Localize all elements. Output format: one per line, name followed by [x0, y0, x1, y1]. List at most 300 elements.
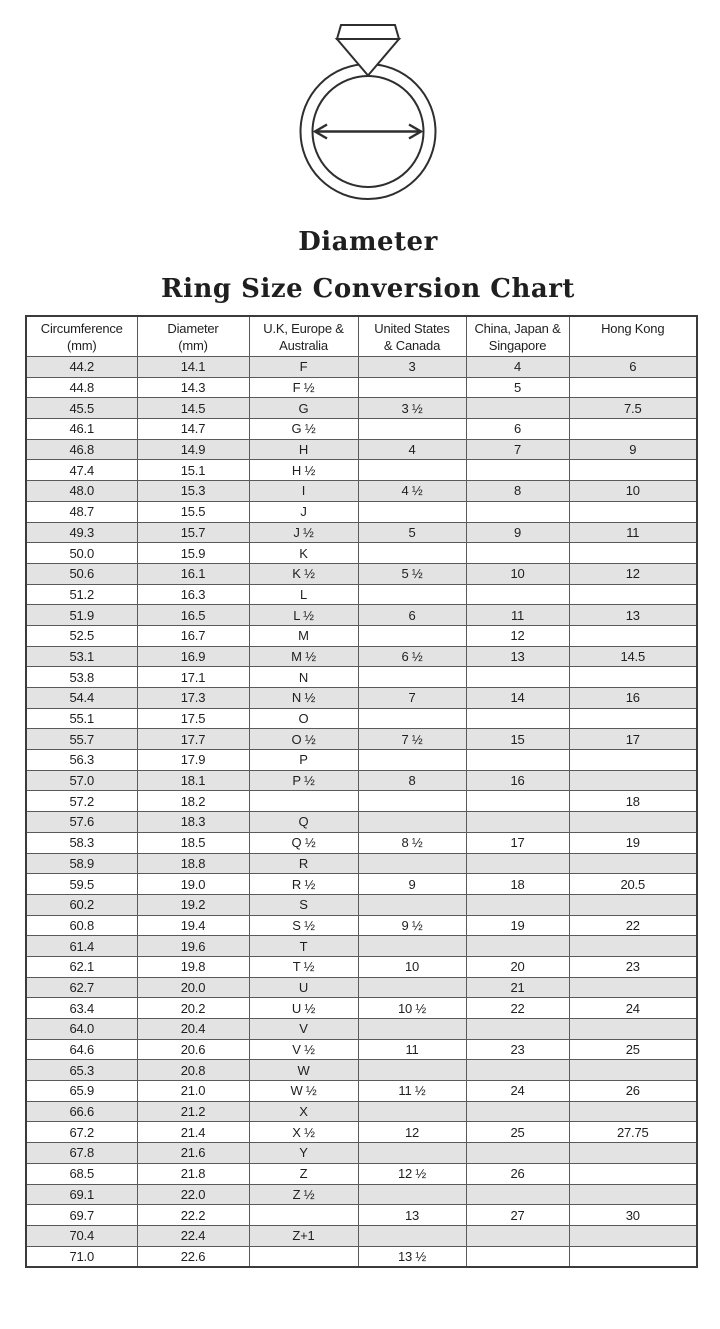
table-cell: 60.8: [26, 915, 137, 936]
table-cell: 14.1: [137, 357, 249, 378]
table-cell: [466, 853, 569, 874]
table-cell: [569, 750, 697, 771]
table-cell: H: [249, 439, 358, 460]
table-cell: [569, 1163, 697, 1184]
table-row: [26, 812, 697, 833]
table-cell: X ½: [249, 1122, 358, 1143]
table-cell: 9 ½: [358, 915, 466, 936]
table-row: [26, 1246, 697, 1267]
table-cell: 59.5: [26, 874, 137, 895]
table-row: [26, 481, 697, 502]
table-cell: [569, 1225, 697, 1246]
table-cell: 18: [466, 874, 569, 895]
table-cell: 22.0: [137, 1184, 249, 1205]
table-row: [26, 853, 697, 874]
table-cell: M ½: [249, 646, 358, 667]
table-cell: 6 ½: [358, 646, 466, 667]
table-cell: [358, 1060, 466, 1081]
table-cell: 16: [569, 688, 697, 709]
table-row: [26, 1081, 697, 1102]
table-cell: 49.3: [26, 522, 137, 543]
table-cell: Q: [249, 812, 358, 833]
table-cell: G: [249, 398, 358, 419]
table-cell: 22.6: [137, 1246, 249, 1267]
table-cell: 64.0: [26, 1019, 137, 1040]
table-cell: [466, 1101, 569, 1122]
table-cell: O ½: [249, 729, 358, 750]
table-row: [26, 832, 697, 853]
table-row: [26, 998, 697, 1019]
ring-size-conversion-table: [25, 315, 698, 1268]
table-cell: 44.8: [26, 377, 137, 398]
table-cell: J: [249, 501, 358, 522]
table-cell: 20.8: [137, 1060, 249, 1081]
table-cell: [358, 584, 466, 605]
table-row: [26, 522, 697, 543]
table-cell: 17.5: [137, 708, 249, 729]
table-cell: W ½: [249, 1081, 358, 1102]
table-cell: 57.6: [26, 812, 137, 833]
table-row: [26, 770, 697, 791]
table-cell: [569, 1143, 697, 1164]
table-cell: 8: [466, 481, 569, 502]
table-cell: 21.2: [137, 1101, 249, 1122]
table-cell: 50.6: [26, 563, 137, 584]
table-cell: [358, 667, 466, 688]
table-cell: 30: [569, 1205, 697, 1226]
table-cell: [249, 791, 358, 812]
table-cell: 11: [569, 522, 697, 543]
table-cell: [466, 791, 569, 812]
table-row: [26, 667, 697, 688]
table-cell: 64.6: [26, 1039, 137, 1060]
table-cell: 20.0: [137, 977, 249, 998]
table-cell: X: [249, 1101, 358, 1122]
table-cell: 16.9: [137, 646, 249, 667]
table-row: [26, 625, 697, 646]
table-cell: 13: [358, 1205, 466, 1226]
table-row: [26, 377, 697, 398]
table-cell: F ½: [249, 377, 358, 398]
table-cell: 54.4: [26, 688, 137, 709]
table-row: [26, 646, 697, 667]
table-row: [26, 419, 697, 440]
table-row: [26, 398, 697, 419]
table-cell: 15: [466, 729, 569, 750]
table-cell: 13: [569, 605, 697, 626]
column-header-hong-kong: Hong Kong: [569, 316, 697, 357]
table-cell: G ½: [249, 419, 358, 440]
table-cell: 53.1: [26, 646, 137, 667]
table-cell: 17.7: [137, 729, 249, 750]
column-header-diameter: Diameter (mm): [137, 316, 249, 357]
table-cell: P ½: [249, 770, 358, 791]
table-cell: 18.5: [137, 832, 249, 853]
table-cell: [569, 460, 697, 481]
table-cell: 16.3: [137, 584, 249, 605]
diamond-pavilion: [337, 39, 399, 76]
table-cell: [569, 770, 697, 791]
page-title: Ring Size Conversion Chart: [161, 274, 575, 304]
table-cell: 19: [569, 832, 697, 853]
table-cell: Z: [249, 1163, 358, 1184]
table-cell: 58.3: [26, 832, 137, 853]
table-cell: 20.2: [137, 998, 249, 1019]
table-cell: [569, 501, 697, 522]
table-cell: 16.1: [137, 563, 249, 584]
table-row: [26, 543, 697, 564]
table-cell: 16.5: [137, 605, 249, 626]
table-cell: [569, 667, 697, 688]
table-cell: S: [249, 894, 358, 915]
table-cell: 19.2: [137, 894, 249, 915]
table-cell: 53.8: [26, 667, 137, 688]
table-cell: 4: [466, 357, 569, 378]
table-cell: 21.8: [137, 1163, 249, 1184]
table-cell: 10: [358, 956, 466, 977]
table-row: [26, 1143, 697, 1164]
table-cell: 19.8: [137, 956, 249, 977]
table-cell: 48.0: [26, 481, 137, 502]
table-cell: [358, 977, 466, 998]
table-cell: 69.1: [26, 1184, 137, 1205]
table-cell: 22: [466, 998, 569, 1019]
table-header-row: [26, 316, 697, 357]
table-cell: 55.1: [26, 708, 137, 729]
table-cell: 23: [466, 1039, 569, 1060]
table-cell: 52.5: [26, 625, 137, 646]
table-cell: Y: [249, 1143, 358, 1164]
table-cell: 17.9: [137, 750, 249, 771]
table-cell: 14: [466, 688, 569, 709]
table-cell: 7: [358, 688, 466, 709]
table-row: [26, 439, 697, 460]
table-cell: 18: [569, 791, 697, 812]
column-header-circumference: Circumference (mm): [26, 316, 137, 357]
table-cell: [358, 625, 466, 646]
table-cell: 20.5: [569, 874, 697, 895]
table-cell: 7 ½: [358, 729, 466, 750]
table-row: [26, 977, 697, 998]
table-row: [26, 357, 697, 378]
table-cell: 5: [466, 377, 569, 398]
table-cell: 17: [466, 832, 569, 853]
table-cell: 12 ½: [358, 1163, 466, 1184]
table-cell: 19.0: [137, 874, 249, 895]
table-row: [26, 460, 697, 481]
table-cell: 65.9: [26, 1081, 137, 1102]
table-cell: I: [249, 481, 358, 502]
table-cell: 21.6: [137, 1143, 249, 1164]
table-row: [26, 1184, 697, 1205]
table-cell: 15.1: [137, 460, 249, 481]
table-cell: 50.0: [26, 543, 137, 564]
table-cell: 19.6: [137, 936, 249, 957]
table-cell: 10: [569, 481, 697, 502]
table-cell: 22.4: [137, 1225, 249, 1246]
table-cell: 58.9: [26, 853, 137, 874]
table-cell: [466, 584, 569, 605]
table-cell: 20: [466, 956, 569, 977]
table-cell: [358, 791, 466, 812]
table-header: [26, 316, 697, 357]
table-cell: [569, 584, 697, 605]
table-cell: [358, 853, 466, 874]
table-cell: 67.2: [26, 1122, 137, 1143]
table-cell: [569, 936, 697, 957]
table-cell: N ½: [249, 688, 358, 709]
table-cell: U ½: [249, 998, 358, 1019]
table-cell: [466, 398, 569, 419]
table-cell: 57.0: [26, 770, 137, 791]
table-cell: 65.3: [26, 1060, 137, 1081]
table-cell: [358, 750, 466, 771]
table-cell: [569, 625, 697, 646]
table-cell: 12: [569, 563, 697, 584]
table-cell: [466, 667, 569, 688]
table-cell: 4 ½: [358, 481, 466, 502]
table-cell: 3: [358, 357, 466, 378]
table-cell: [466, 1019, 569, 1040]
table-cell: [569, 1101, 697, 1122]
table-cell: 17.1: [137, 667, 249, 688]
table-cell: S ½: [249, 915, 358, 936]
table-cell: 62.1: [26, 956, 137, 977]
table-cell: [358, 936, 466, 957]
table-cell: [466, 460, 569, 481]
table-cell: 44.2: [26, 357, 137, 378]
table-cell: 21: [466, 977, 569, 998]
table-cell: 18.3: [137, 812, 249, 833]
table-cell: [249, 1205, 358, 1226]
table-row: [26, 1019, 697, 1040]
table-cell: [358, 1184, 466, 1205]
table-row: [26, 563, 697, 584]
table-cell: [358, 1225, 466, 1246]
table-row: [26, 750, 697, 771]
table-cell: 15.7: [137, 522, 249, 543]
table-cell: 14.3: [137, 377, 249, 398]
table-cell: [358, 419, 466, 440]
table-cell: 11: [358, 1039, 466, 1060]
table-cell: [569, 377, 697, 398]
table-cell: 25: [466, 1122, 569, 1143]
column-header-uk-europe-australia: U.K, Europe & Australia: [249, 316, 358, 357]
table-cell: K: [249, 543, 358, 564]
table-cell: [466, 1246, 569, 1267]
table-row: [26, 874, 697, 895]
table-row: [26, 791, 697, 812]
table-cell: 7: [466, 439, 569, 460]
table-row: [26, 605, 697, 626]
table-cell: 6: [569, 357, 697, 378]
table-row: [26, 936, 697, 957]
table-cell: [569, 708, 697, 729]
table-cell: 11 ½: [358, 1081, 466, 1102]
table-row: [26, 1101, 697, 1122]
table-cell: 12: [358, 1122, 466, 1143]
table-cell: [466, 936, 569, 957]
table-cell: H ½: [249, 460, 358, 481]
table-cell: 22: [569, 915, 697, 936]
table-cell: [358, 812, 466, 833]
table-row: [26, 708, 697, 729]
table-cell: 15.9: [137, 543, 249, 564]
table-cell: [249, 1246, 358, 1267]
table-row: [26, 1205, 697, 1226]
table-cell: [569, 1060, 697, 1081]
table-cell: 55.7: [26, 729, 137, 750]
table-cell: 21.4: [137, 1122, 249, 1143]
table-cell: 10 ½: [358, 998, 466, 1019]
table-cell: J ½: [249, 522, 358, 543]
table-cell: [358, 708, 466, 729]
table-cell: 27.75: [569, 1122, 697, 1143]
table-cell: 16.7: [137, 625, 249, 646]
table-cell: N: [249, 667, 358, 688]
table-cell: 68.5: [26, 1163, 137, 1184]
diameter-label: Diameter: [298, 227, 438, 257]
table-cell: T: [249, 936, 358, 957]
table-cell: [569, 812, 697, 833]
table-cell: 6: [466, 419, 569, 440]
table-cell: 20.4: [137, 1019, 249, 1040]
table-cell: Z ½: [249, 1184, 358, 1205]
table-cell: 56.3: [26, 750, 137, 771]
table-row: [26, 956, 697, 977]
table-cell: 12: [466, 625, 569, 646]
table-body: [26, 357, 697, 1267]
table-cell: V ½: [249, 1039, 358, 1060]
table-cell: 10: [466, 563, 569, 584]
table-cell: 25: [569, 1039, 697, 1060]
table-cell: T ½: [249, 956, 358, 977]
table-cell: 46.8: [26, 439, 137, 460]
table-cell: L: [249, 584, 358, 605]
table-cell: [569, 543, 697, 564]
table-cell: [466, 543, 569, 564]
table-cell: 60.2: [26, 894, 137, 915]
table-cell: 63.4: [26, 998, 137, 1019]
table-row: [26, 1039, 697, 1060]
table-cell: [358, 1101, 466, 1122]
table-cell: 22.2: [137, 1205, 249, 1226]
table-cell: [358, 1143, 466, 1164]
table-cell: U: [249, 977, 358, 998]
table-cell: [466, 708, 569, 729]
table-row: [26, 894, 697, 915]
table-cell: 14.5: [569, 646, 697, 667]
table-cell: 9: [466, 522, 569, 543]
table-cell: 48.7: [26, 501, 137, 522]
table-cell: Z+1: [249, 1225, 358, 1246]
table-cell: [569, 894, 697, 915]
table-cell: 26: [569, 1081, 697, 1102]
table-cell: 71.0: [26, 1246, 137, 1267]
table-cell: [466, 894, 569, 915]
table-cell: 8: [358, 770, 466, 791]
table-cell: [358, 543, 466, 564]
table-cell: 13 ½: [358, 1246, 466, 1267]
table-cell: 57.2: [26, 791, 137, 812]
table-row: [26, 1163, 697, 1184]
table-cell: 45.5: [26, 398, 137, 419]
table-row: [26, 1225, 697, 1246]
table-cell: 27: [466, 1205, 569, 1226]
table-cell: [569, 853, 697, 874]
table-cell: 19: [466, 915, 569, 936]
table-cell: 46.1: [26, 419, 137, 440]
table-cell: M: [249, 625, 358, 646]
table-cell: P: [249, 750, 358, 771]
table-cell: [466, 1060, 569, 1081]
table-cell: 15.5: [137, 501, 249, 522]
table-cell: [466, 1225, 569, 1246]
table-cell: 5 ½: [358, 563, 466, 584]
table-cell: 17: [569, 729, 697, 750]
hero: [16, 0, 720, 302]
table-cell: 14.7: [137, 419, 249, 440]
table-cell: [358, 377, 466, 398]
table-cell: K ½: [249, 563, 358, 584]
table-cell: 20.6: [137, 1039, 249, 1060]
table-cell: 14.5: [137, 398, 249, 419]
table-cell: 51.2: [26, 584, 137, 605]
table-cell: 8 ½: [358, 832, 466, 853]
table-cell: 15.3: [137, 481, 249, 502]
table-cell: 4: [358, 439, 466, 460]
table-row: [26, 729, 697, 750]
table-cell: Q ½: [249, 832, 358, 853]
table-cell: [358, 1019, 466, 1040]
table-cell: 61.4: [26, 936, 137, 957]
table-cell: [358, 501, 466, 522]
table-cell: 18.8: [137, 853, 249, 874]
table-cell: [569, 977, 697, 998]
table-cell: 26: [466, 1163, 569, 1184]
table-cell: 18.2: [137, 791, 249, 812]
diamond-crown: [337, 25, 399, 39]
table-cell: [569, 419, 697, 440]
table-cell: [466, 812, 569, 833]
table-cell: 69.7: [26, 1205, 137, 1226]
table-cell: O: [249, 708, 358, 729]
table-cell: [569, 1246, 697, 1267]
table-cell: 16: [466, 770, 569, 791]
table-cell: 24: [466, 1081, 569, 1102]
table-cell: R ½: [249, 874, 358, 895]
table-cell: 66.6: [26, 1101, 137, 1122]
table-row: [26, 688, 697, 709]
table-cell: 5: [358, 522, 466, 543]
table-cell: [569, 1019, 697, 1040]
table-cell: 70.4: [26, 1225, 137, 1246]
column-header-us-canada: United States & Canada: [358, 316, 466, 357]
table-cell: [466, 750, 569, 771]
table-cell: 3 ½: [358, 398, 466, 419]
table-cell: [358, 894, 466, 915]
table-cell: L ½: [249, 605, 358, 626]
table-row: [26, 1122, 697, 1143]
table-cell: [466, 1184, 569, 1205]
table-cell: 9: [569, 439, 697, 460]
table-cell: 24: [569, 998, 697, 1019]
ring-diameter-icon: [288, 18, 448, 203]
table-row: [26, 501, 697, 522]
table-row: [26, 915, 697, 936]
table-cell: R: [249, 853, 358, 874]
column-header-china-japan-singapore: China, Japan & Singapore: [466, 316, 569, 357]
